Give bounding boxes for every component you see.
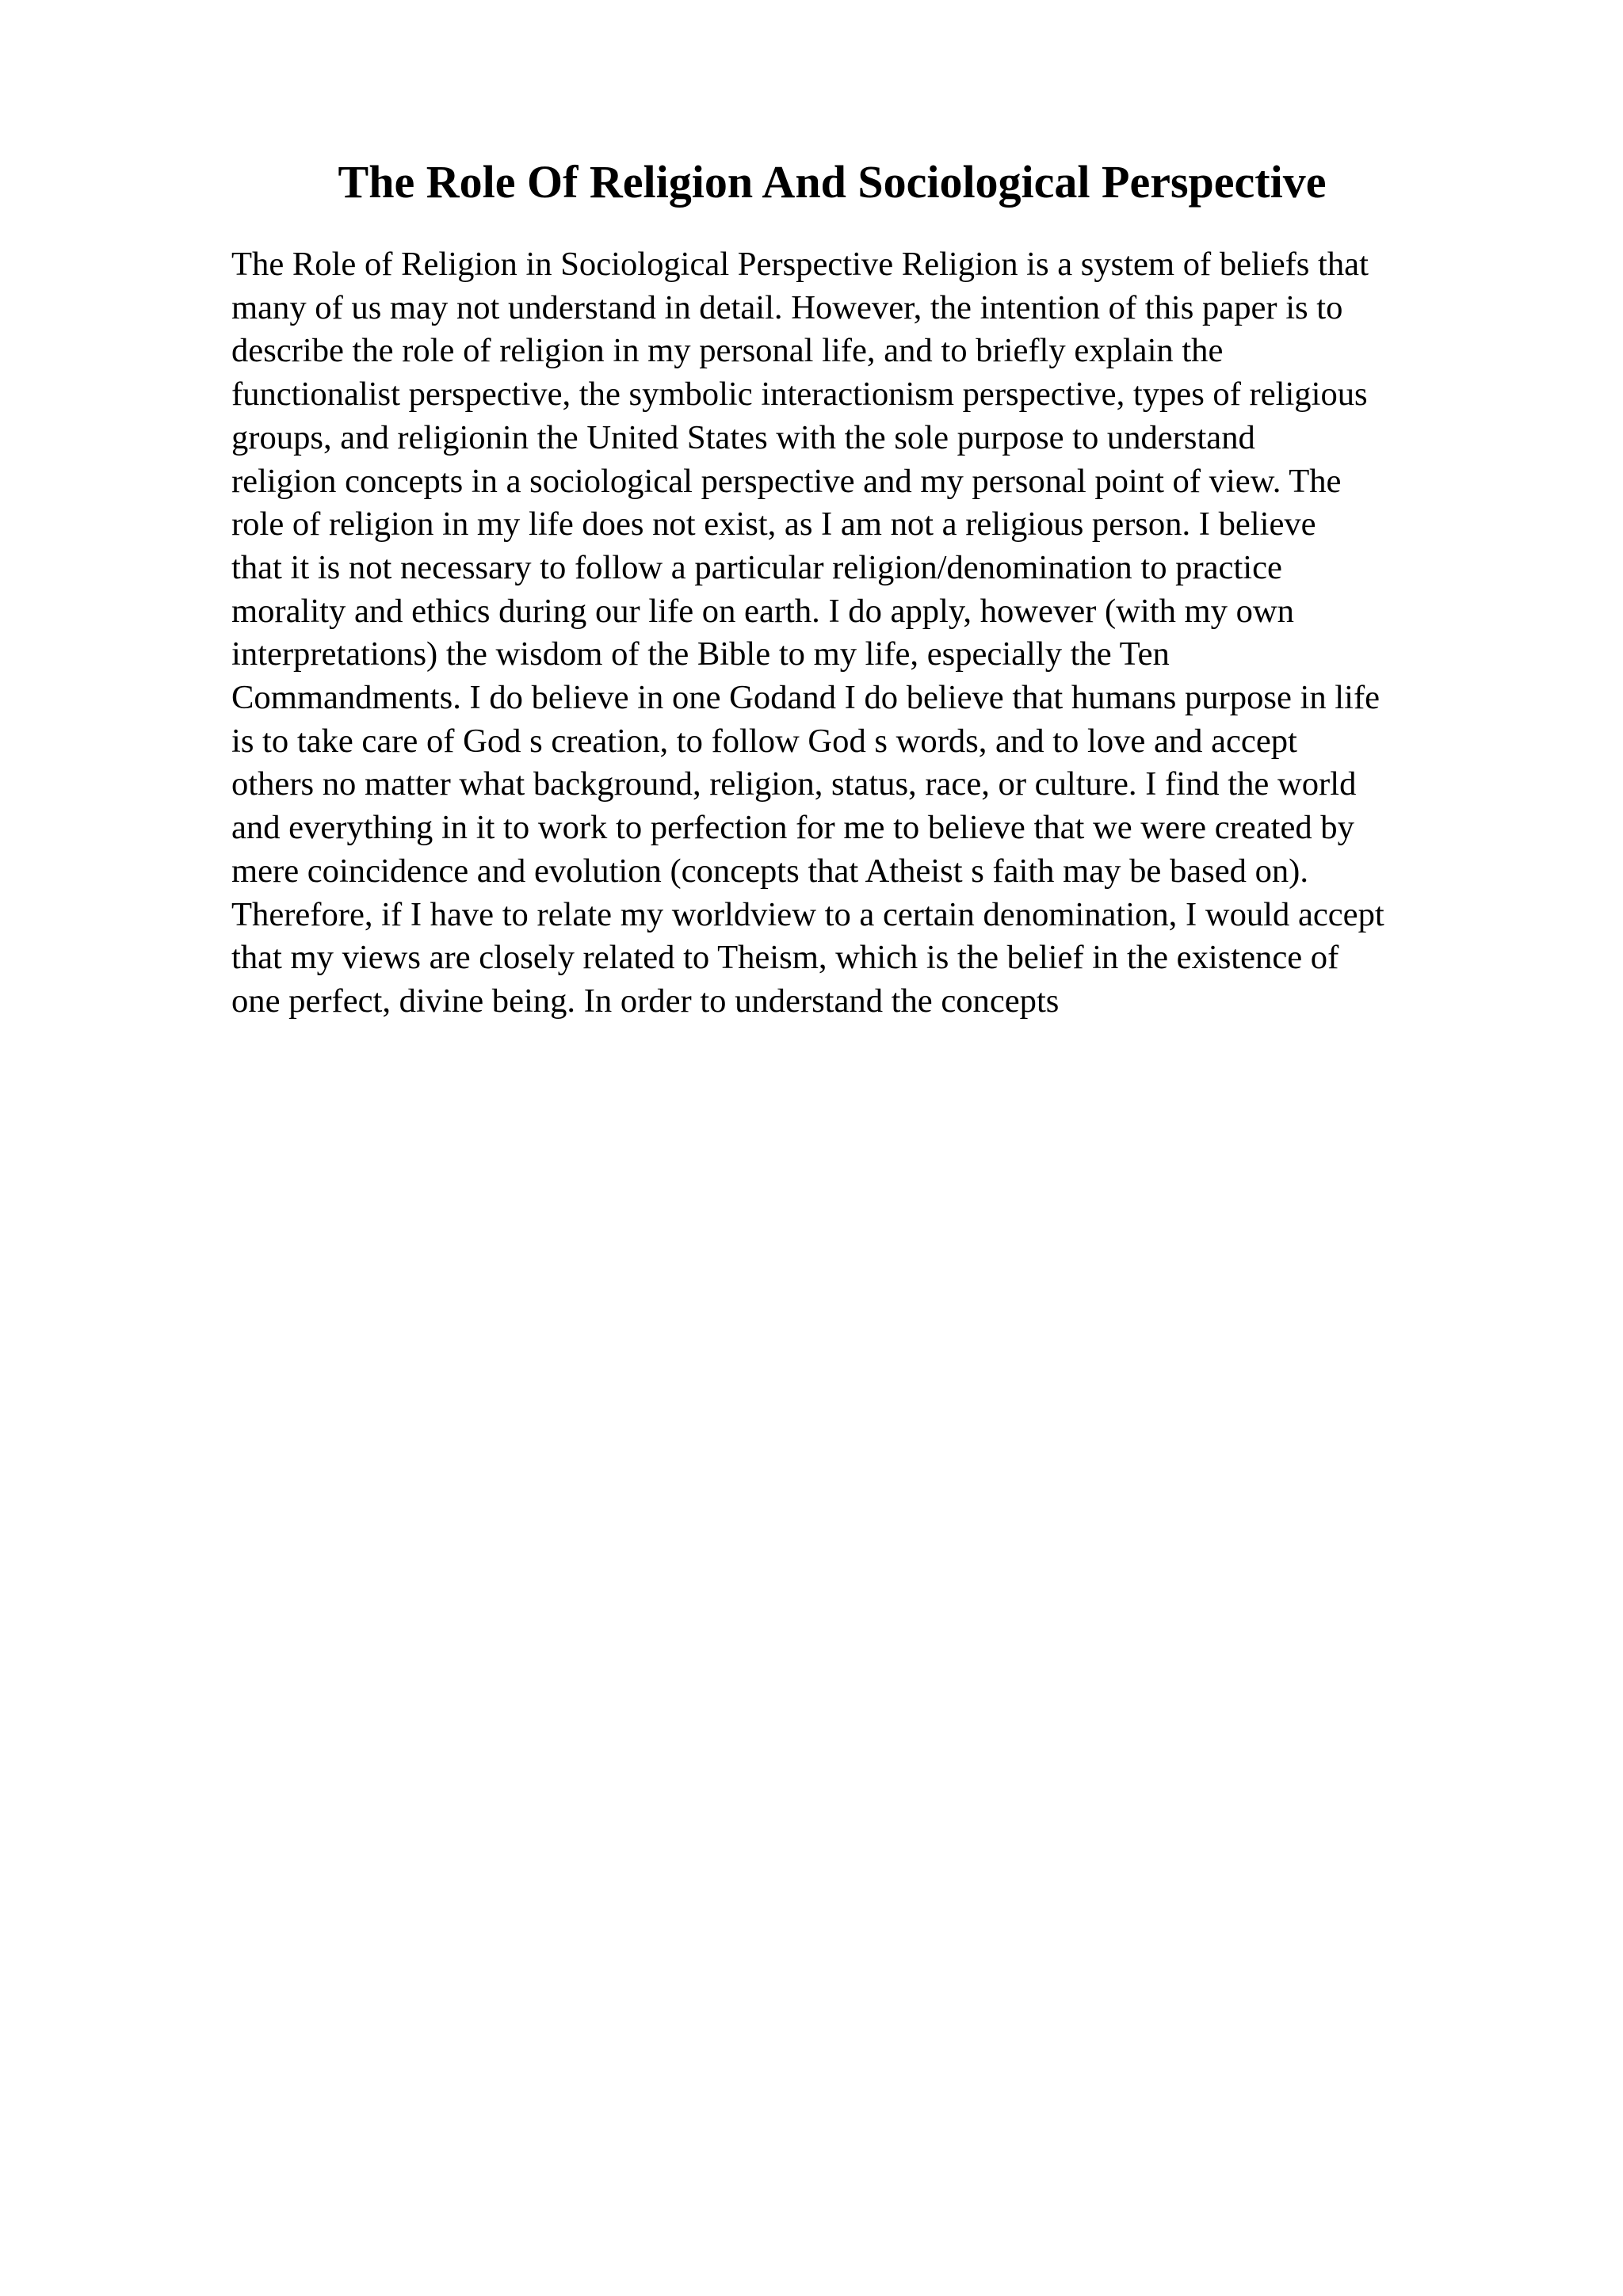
body-line: functionalist perspective, the symbolic interactionism perspective, types of religious [231, 376, 1368, 414]
body-line: describe the role of religion in my personal life, and to briefly explain the [231, 332, 1224, 370]
body-line: many of us may not understand in detail. However, the intention of this paper is to [231, 288, 1343, 326]
body-line: mere coincidence and evolution (concepts that Atheist s faith may be based on). [231, 852, 1309, 890]
body-line: role of religion in my life does not exist, as I am not a religious person. I believe [231, 505, 1316, 543]
body-line: Therefore, if I have to relate my worldview to a certain denomination, I would accept [231, 895, 1384, 933]
body-line: others no matter what background, religion, status, race, or culture. I find the world [231, 765, 1357, 803]
body-line: one perfect, divine being. In order to understand the concepts [231, 982, 1060, 1020]
body-line: that it is not necessary to follow a particular religion/denomination to practice [231, 548, 1282, 586]
body-line: interpretations) the wisdom of the Bible to my life, especially the Ten [231, 635, 1170, 673]
body-line: Commandments. I do believe in one Godand I do believe that humans purpose in life [231, 679, 1381, 717]
document-title: The Role Of Religion And Sociological Perspective [338, 156, 1327, 208]
body-line: that my views are closely related to Theism, which is the belief in the existence of [231, 939, 1339, 977]
document-body [231, 243, 1515, 1024]
body-line: morality and ethics during our life on earth. I do apply, however (with my own [231, 592, 1294, 630]
body-line: and everything in it to work to perfection for me to believe that we were created by [231, 809, 1354, 847]
body-line: is to take care of God s creation, to follow God s words, and to love and accept [231, 722, 1297, 760]
body-line: religion concepts in a sociological perspective and my personal point of view. The [231, 462, 1342, 500]
body-line: groups, and religionin the United States with the sole purpose to understand [231, 418, 1255, 456]
body-line: The Role of Religion in Sociological Perspective Religion is a system of beliefs that [231, 246, 1369, 283]
